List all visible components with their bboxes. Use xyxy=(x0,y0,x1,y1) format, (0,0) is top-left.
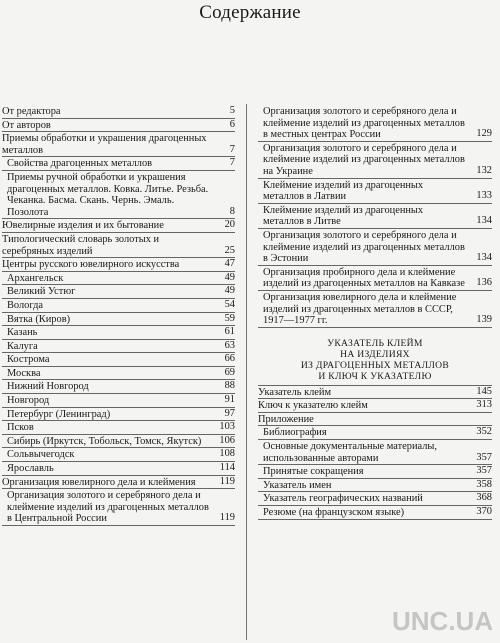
toc-entry xyxy=(2,421,235,435)
toc-entry xyxy=(2,258,235,272)
toc-entry xyxy=(258,492,492,506)
toc-entry-title: Приложение xyxy=(258,413,314,425)
toc-entry-title: Ювелирные изделия и их бытование xyxy=(2,220,164,232)
toc-entry xyxy=(2,313,235,327)
toc-entry-page: 7 xyxy=(229,143,235,155)
toc-entry xyxy=(258,179,492,204)
toc-entry xyxy=(258,440,492,465)
toc-entry xyxy=(2,380,235,394)
toc-entry xyxy=(2,157,235,171)
toc-entry-page: 134 xyxy=(476,215,492,227)
toc-entry-title: Новгород xyxy=(7,395,50,407)
toc-entry xyxy=(2,219,235,233)
toc-right-bottom xyxy=(258,386,492,520)
toc-entry-page: 25 xyxy=(224,244,235,256)
toc-entry-title: Архангельск xyxy=(7,272,64,284)
toc-entry-title: От редактора xyxy=(2,106,61,117)
toc-entry xyxy=(2,272,235,286)
toc-entry-page: 7 xyxy=(229,157,235,169)
toc-entry xyxy=(258,465,492,479)
toc-entry xyxy=(2,340,235,354)
toc-entry-title: Нижний Новгород xyxy=(7,381,89,393)
toc-entry xyxy=(258,105,492,142)
index-heading-line: УКАЗАТЕЛЬ КЛЕЙМ xyxy=(327,337,423,349)
toc-entry xyxy=(258,142,492,179)
toc-entry xyxy=(2,476,235,490)
toc-entry-title: Сольвычегодск xyxy=(7,449,75,461)
index-heading-line: ИЗ ДРАГОЦЕННЫХ МЕТАЛЛОВ xyxy=(300,359,450,371)
toc-entry-page: 63 xyxy=(224,339,235,351)
toc-entry xyxy=(2,119,235,133)
index-heading-line: И КЛЮЧ К УКАЗАТЕЛЮ xyxy=(318,370,432,382)
toc-entry-page: 119 xyxy=(219,512,235,524)
toc-entry-page: 61 xyxy=(224,326,235,338)
toc-entry-page: 145 xyxy=(476,385,492,397)
toc-entry xyxy=(258,386,492,400)
watermark-logo: UNC.UA xyxy=(392,606,494,636)
toc-entry xyxy=(2,326,235,340)
page-title: Содержание xyxy=(199,2,301,23)
toc-entry-title: Принятые сокращения xyxy=(263,466,364,478)
toc-entry-title: Вятка (Киров) xyxy=(7,313,71,325)
toc-entry-title: Организация золотого и серебряного дела и клеймение изделий из драгоценных металлов в Центральной России xyxy=(7,490,209,525)
index-heading-line: НА ИЗДЕЛИЯХ xyxy=(340,348,410,360)
toc-entry-page: 49 xyxy=(224,271,235,283)
toc-entry xyxy=(258,506,492,520)
toc-entry-title: Ярославль xyxy=(7,463,54,475)
toc-entry-page: 370 xyxy=(476,506,492,518)
toc-entry xyxy=(2,171,235,219)
toc-entry-title: Организация ювелирного дела и клеймения xyxy=(2,476,196,488)
toc-entry-page: 358 xyxy=(476,478,492,490)
toc-entry-title: Ключ к указателю клейм xyxy=(258,400,368,412)
toc-entry-title: Указатель географических названий xyxy=(263,493,423,505)
toc-entry-title: Организация золотого и серебряного дела и клеймение изделий из драгоценных металлов в Эстонии xyxy=(263,229,465,265)
toc-entry-title: Калуга xyxy=(7,340,38,352)
toc-entry xyxy=(2,408,235,422)
toc-entry-page: 313 xyxy=(476,399,492,411)
toc-entry-title: Казань xyxy=(7,327,38,339)
toc-entry-title: Центры русского ювелирного искусства xyxy=(2,259,180,271)
toc-entry-title: Организация золотого и серебряного дела и клеймение изделий из драгоценных металлов в местных центрах России xyxy=(263,106,465,141)
toc-entry-page: 66 xyxy=(224,353,235,365)
toc-entry-page: 5 xyxy=(229,105,235,116)
toc-entry-title: Свойства драгоценных металлов xyxy=(7,158,153,170)
toc-entry-page: 132 xyxy=(476,164,492,176)
toc-entry-page: 59 xyxy=(224,312,235,324)
toc-entry-title: Вологда xyxy=(7,299,44,311)
toc-entry-title: Типологический словарь золотых и серебряных изделий xyxy=(2,233,160,257)
toc-entry-title: Организация ювелирного дела и клеймение изделий из драгоценных металлов в СССР, 1917—1977 гг. xyxy=(263,291,457,327)
toc-entry xyxy=(258,413,492,427)
toc-entry-page: 103 xyxy=(219,421,235,433)
toc-entry-page: 129 xyxy=(476,128,492,140)
toc-entry-page: 119 xyxy=(219,475,235,487)
toc-entry-title: Основные документальные материалы, использованные авторами xyxy=(263,441,437,464)
toc-entry-title: Москва xyxy=(7,367,41,379)
toc-entry xyxy=(2,435,235,449)
toc-entry-page: 357 xyxy=(476,465,492,477)
toc-entry-page: 20 xyxy=(224,219,235,231)
toc-entry-title: Приемы обработки и украшения драгоценных металлов xyxy=(2,133,207,156)
toc-entry-title: Клеймение изделий из драгоценных металлов в Латвии xyxy=(263,179,424,203)
toc-entry-page: 108 xyxy=(219,448,235,460)
toc-entry-title: Сибирь (Иркутск, Тобольск, Томск, Якутск) xyxy=(7,435,202,447)
toc-entry-page: 47 xyxy=(224,258,235,270)
toc-entry-page: 91 xyxy=(224,394,235,406)
toc-entry xyxy=(2,367,235,381)
toc-entry-page: 136 xyxy=(476,277,492,289)
toc-entry-title: Кострома xyxy=(7,354,50,366)
toc-entry xyxy=(2,462,235,476)
toc-entry xyxy=(2,299,235,313)
toc-entry-title: Указатель имен xyxy=(263,479,332,491)
toc-entry xyxy=(258,479,492,493)
toc-entry xyxy=(2,394,235,408)
toc-entry-page: 114 xyxy=(219,462,235,474)
toc-entry-title: Указатель клейм xyxy=(258,386,332,398)
toc-entry-page: 8 xyxy=(229,205,235,217)
toc-entry-page: 139 xyxy=(476,314,492,326)
toc-entry-title: Приемы ручной обработки и украшения драгоценных металлов. Ковка. Литье. Резьба. Чеканка. Басма. Скань. Чернь. Эмаль. Позолота xyxy=(7,171,209,218)
toc-entry-title: Петербург (Ленинград) xyxy=(7,408,111,420)
toc-entry-page: 54 xyxy=(224,298,235,310)
toc-entry xyxy=(258,426,492,440)
column-divider xyxy=(246,104,247,640)
toc-entry-page: 357 xyxy=(476,451,492,463)
toc-entry xyxy=(258,399,492,413)
toc-entry-title: Великий Устюг xyxy=(7,286,76,298)
toc-entry-title: Резюме (на французском языке) xyxy=(263,507,405,519)
toc-entry xyxy=(258,204,492,229)
toc-entry xyxy=(258,291,492,328)
toc-entry xyxy=(2,353,235,367)
toc-entry xyxy=(2,285,235,299)
toc-entry-page: 97 xyxy=(224,407,235,419)
toc-entry xyxy=(2,132,235,157)
toc-left-column xyxy=(2,105,235,526)
toc-entry xyxy=(258,229,492,266)
toc-entry xyxy=(2,448,235,462)
toc-entry-page: 368 xyxy=(476,492,492,504)
toc-entry-page: 6 xyxy=(229,118,235,130)
toc-entry-title: Организация золотого и серебряного дела и клеймение изделий из драгоценных металлов на Украине xyxy=(263,142,465,177)
toc-entry-page: 106 xyxy=(219,434,235,446)
toc-entry-page: 134 xyxy=(476,252,492,264)
index-heading xyxy=(258,334,492,386)
toc-right-column xyxy=(258,105,492,520)
toc-entry xyxy=(258,266,492,291)
toc-right-top xyxy=(258,105,492,328)
toc-entry-page: 133 xyxy=(476,190,492,202)
toc-entry xyxy=(2,489,235,526)
toc-entry-page: 352 xyxy=(476,426,492,438)
toc-entry xyxy=(2,105,235,119)
toc-entry-title: Клеймение изделий из драгоценных металлов в Литве xyxy=(263,204,424,228)
toc-entry-title: Псков xyxy=(7,422,34,434)
toc-entry-title: Библиография xyxy=(263,427,327,439)
toc-entry-page: 69 xyxy=(224,366,235,378)
toc-entry xyxy=(2,233,235,258)
toc-entry-title: От авторов xyxy=(2,119,51,131)
toc-entry-page: 88 xyxy=(224,380,235,392)
toc-entry-title: Организация пробирного дела и клеймение изделий из драгоценных металлов на Кавказе xyxy=(263,266,465,290)
toc-entry-page: 49 xyxy=(224,285,235,297)
